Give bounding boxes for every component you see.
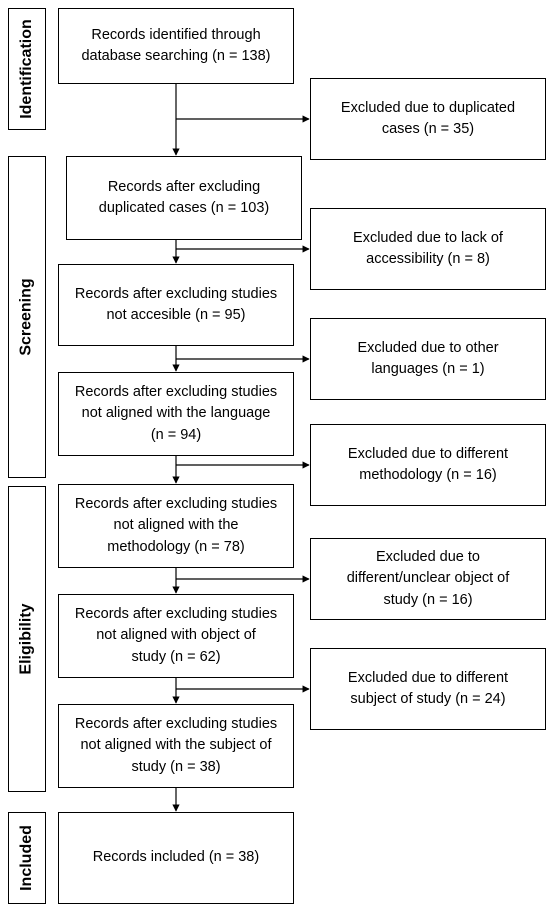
stage-identification-label: Identification [18, 19, 35, 119]
box-text-line: Excluded due to lack of [353, 229, 503, 246]
box-text-line: (n = 94) [150, 426, 202, 443]
box-text-line: duplicated cases (n = 103) [98, 200, 270, 216]
box-text-line: Excluded due to duplicated [340, 99, 516, 116]
box-text-line: methodology (n = 78) [107, 538, 245, 555]
box-text-line: subject of study (n = 24) [350, 691, 506, 707]
box-text-line: Records after excluding [107, 178, 261, 195]
box-text-line: Excluded due to [376, 549, 480, 566]
box-text-line: Records after excluding studies [74, 384, 278, 401]
box-text-line: study (n = 38) [131, 758, 221, 775]
stage-screening-label: Screening [18, 278, 36, 356]
box-text-line: Records after excluding studies [74, 606, 278, 623]
stage-included-label: Included [18, 825, 35, 891]
box-text-line: Records after excluding studies [74, 285, 278, 302]
box-text-line: Records after excluding studies [74, 716, 278, 733]
box-text-line: not aligned with the subject of [80, 737, 272, 754]
box-text-line: cases (n = 35) [381, 121, 475, 137]
box-text-line: study (n = 16) [383, 591, 473, 608]
box-text-line: Records included (n = 38) [92, 849, 260, 866]
box-text-line: methodology (n = 16) [359, 467, 497, 483]
box-text-line: languages (n = 1) [371, 361, 485, 377]
box-text-line: Excluded due to different [347, 669, 509, 686]
box-text-line: Records identified through [91, 26, 261, 43]
box-text-line: not accesible (n = 95) [106, 307, 246, 323]
box-text-line: database searching (n = 138) [81, 48, 271, 64]
box-text-line: not aligned with the language [81, 405, 271, 422]
box-text-line: not aligned with the [113, 517, 239, 534]
box-text-line: accessibility (n = 8) [366, 251, 490, 267]
box-text-line: Excluded due to other [357, 339, 499, 356]
box-text-line: Excluded due to different [347, 445, 509, 462]
box-text-line: not aligned with object of [96, 627, 256, 644]
box-text-line: study (n = 62) [131, 648, 221, 665]
stage-eligibility-label: Eligibility [18, 603, 35, 675]
box-text-line: different/unclear object of [346, 570, 510, 587]
box-text-line: Records after excluding studies [74, 496, 278, 513]
